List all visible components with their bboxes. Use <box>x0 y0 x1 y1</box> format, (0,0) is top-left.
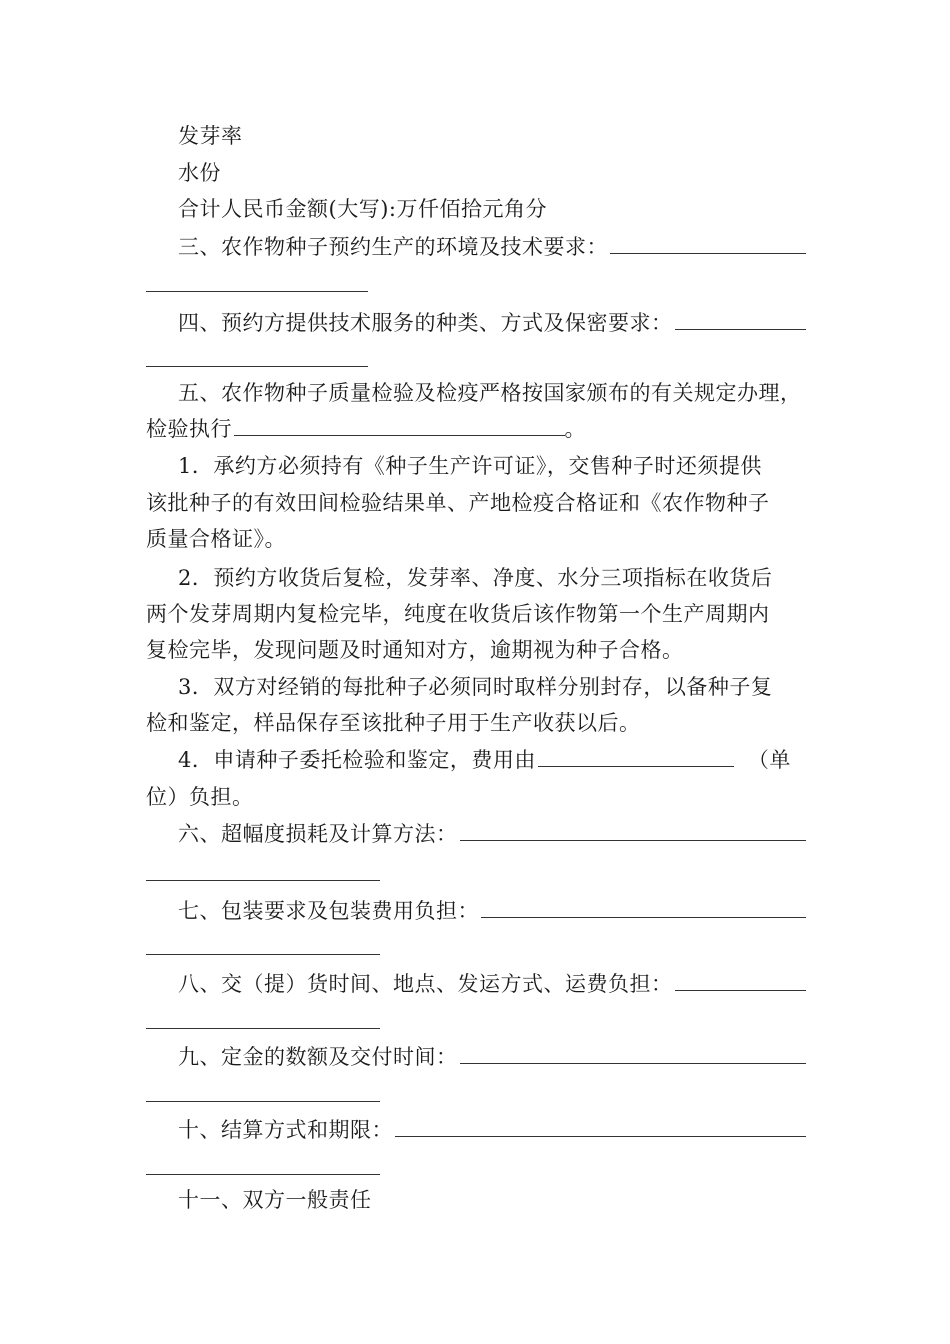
section-10 <box>178 1112 806 1148</box>
text-span: （单 <box>747 748 791 772</box>
text-line: 检和鉴定，样品保存至该批种子用于生产收获以后。 <box>146 711 641 735</box>
fill-blank <box>395 1112 806 1137</box>
text-span: 。 <box>564 417 586 441</box>
fill-blank <box>146 1174 380 1175</box>
text-line: 水份 <box>178 161 221 185</box>
text-line: 发芽率 <box>178 124 243 148</box>
fill-blank <box>234 411 565 436</box>
text-line: 质量合格证》。 <box>146 527 286 551</box>
section-8 <box>178 966 806 1002</box>
text-line: 复检完毕，发现问题及时通知对方，逾期视为种子合格。 <box>146 638 684 662</box>
section-heading: 九、定金的数额及交付时间： <box>178 1045 458 1069</box>
text-line: 五、农作物种子质量检验及检疫严格按国家颁布的有关规定办理， <box>178 381 802 405</box>
item-4-line <box>178 742 806 778</box>
text-line: 该批种子的有效田间检验结果单、产地检疫合格证和《农作物种子 <box>146 491 770 515</box>
text-line: 1．承约方必须持有《种子生产许可证》，交售种子时还须提供 <box>178 454 762 478</box>
text-line: 2．预约方收货后复检，发芽率、净度、水分三项指标在收货后 <box>178 566 773 590</box>
fill-blank <box>146 1101 380 1102</box>
text-line: 3．双方对经销的每批种子必须同时取样分别封存，以备种子复 <box>178 675 773 699</box>
section-4 <box>178 305 806 341</box>
fill-blank <box>675 305 807 330</box>
section-6 <box>178 816 806 852</box>
section-heading: 七、包装要求及包装费用负担： <box>178 899 479 923</box>
fill-blank <box>146 880 380 881</box>
section-3 <box>178 229 806 265</box>
text-span: 4．申请种子委托检验和鉴定，费用由 <box>178 748 536 772</box>
text-line: 两个发芽周期内复检完毕，纯度在收货后该作物第一个生产周期内 <box>146 602 770 626</box>
section-heading: 八、交（提）货时间、地点、发运方式、运费负担： <box>178 972 673 996</box>
fill-blank <box>146 366 368 367</box>
section-9 <box>178 1039 806 1075</box>
section-heading: 三、农作物种子预约生产的环境及技术要求： <box>178 235 608 259</box>
fill-blank <box>610 229 806 254</box>
section-heading: 十一、双方一般责任 <box>178 1188 372 1212</box>
section-heading: 十、结算方式和期限： <box>178 1118 393 1142</box>
fill-blank <box>481 893 806 918</box>
section-heading: 四、预约方提供技术服务的种类、方式及保密要求： <box>178 311 673 335</box>
fill-blank <box>538 742 734 767</box>
text-span: 检验执行 <box>146 417 232 441</box>
section-heading: 六、超幅度损耗及计算方法： <box>178 822 458 846</box>
fill-blank <box>675 966 807 991</box>
fill-blank <box>460 1039 807 1064</box>
section-5-line <box>146 411 586 447</box>
fill-blank <box>146 1028 380 1029</box>
fill-blank <box>460 816 807 841</box>
fill-blank <box>146 954 380 955</box>
text-line: 位）负担。 <box>146 785 254 809</box>
fill-blank <box>146 291 368 292</box>
text-line: 合计人民币金额(大写):万仟佰拾元角分 <box>178 197 547 221</box>
section-7 <box>178 893 806 929</box>
